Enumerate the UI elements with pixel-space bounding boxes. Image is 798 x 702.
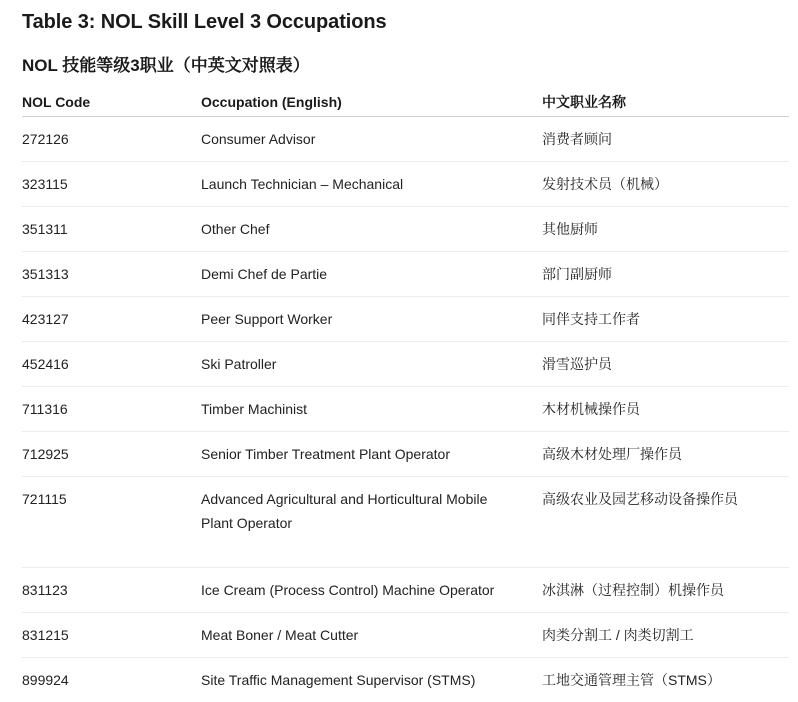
chinese-occupation-cell: 肉类分割工 / 肉类切割工: [542, 613, 789, 658]
english-occupation-cell: Peer Support Worker: [201, 297, 542, 342]
nol-code-cell: 272126: [22, 117, 201, 162]
table-row: [22, 162, 789, 207]
chinese-occupation-cell: 其他厨师: [542, 207, 789, 252]
english-occupation-cell: Site Traffic Management Supervisor (STMS): [201, 658, 542, 702]
english-occupation-cell: Other Chef: [201, 207, 542, 252]
chinese-occupation-cell: 发射技术员（机械）: [542, 162, 789, 207]
nol-code-cell: 711316: [22, 387, 201, 432]
english-occupation-cell: Senior Timber Treatment Plant Operator: [201, 432, 542, 477]
chinese-occupation-cell: 同伴支持工作者: [542, 297, 789, 342]
nol-code-cell: 899924: [22, 658, 201, 702]
column-header-english: Occupation (English): [201, 88, 542, 117]
chinese-occupation-cell: 工地交通管理主管（STMS）: [542, 658, 789, 702]
column-header-code: NOL Code: [22, 88, 201, 117]
chinese-occupation-cell: 冰淇淋（过程控制）机操作员: [542, 568, 789, 613]
nol-code-cell: 831215: [22, 613, 201, 658]
chinese-occupation-cell: 滑雪巡护员: [542, 342, 789, 387]
english-occupation-cell: Launch Technician – Mechanical: [201, 162, 542, 207]
nol-code-cell: 351311: [22, 207, 201, 252]
table-header-row: [22, 88, 789, 117]
english-occupation-cell: Ice Cream (Process Control) Machine Operator: [201, 568, 542, 613]
table-row: [22, 387, 789, 432]
occupations-table: [22, 88, 789, 702]
nol-code-cell: 452416: [22, 342, 201, 387]
table-row: [22, 613, 789, 658]
table-row: [22, 432, 789, 477]
chinese-occupation-cell: 部门副厨师: [542, 252, 789, 297]
nol-code-cell: 712925: [22, 432, 201, 477]
chinese-occupation-cell: 高级木材处理厂操作员: [542, 432, 789, 477]
chinese-occupation-cell: 高级农业及园艺移动设备操作员: [542, 477, 789, 568]
chinese-occupation-cell: 木材机械操作员: [542, 387, 789, 432]
table-row: [22, 477, 789, 568]
table-row: [22, 117, 789, 162]
table-row: [22, 342, 789, 387]
english-occupation-cell: Meat Boner / Meat Cutter: [201, 613, 542, 658]
table-header: [22, 88, 789, 117]
table-row: [22, 568, 789, 613]
nol-code-cell: 351313: [22, 252, 201, 297]
nol-code-cell: 831123: [22, 568, 201, 613]
table-body: [22, 117, 789, 702]
table-row: [22, 252, 789, 297]
section-subtitle: NOL 技能等级3职业（中英文对照表）: [22, 54, 310, 78]
page-title: Table 3: NOL Skill Level 3 Occupations: [22, 9, 386, 35]
english-occupation-cell: Timber Machinist: [201, 387, 542, 432]
column-header-chinese: 中文职业名称: [542, 88, 789, 117]
nol-code-cell: 721115: [22, 477, 201, 568]
english-occupation-cell: Advanced Agricultural and Horticultural Mobile Plant Operator: [201, 477, 542, 568]
english-occupation-cell: Demi Chef de Partie: [201, 252, 542, 297]
table-row: [22, 658, 789, 702]
table-row: [22, 207, 789, 252]
nol-code-cell: 323115: [22, 162, 201, 207]
nol-code-cell: 423127: [22, 297, 201, 342]
english-occupation-cell: Ski Patroller: [201, 342, 542, 387]
english-occupation-cell: Consumer Advisor: [201, 117, 542, 162]
table-row: [22, 297, 789, 342]
chinese-occupation-cell: 消费者顾问: [542, 117, 789, 162]
